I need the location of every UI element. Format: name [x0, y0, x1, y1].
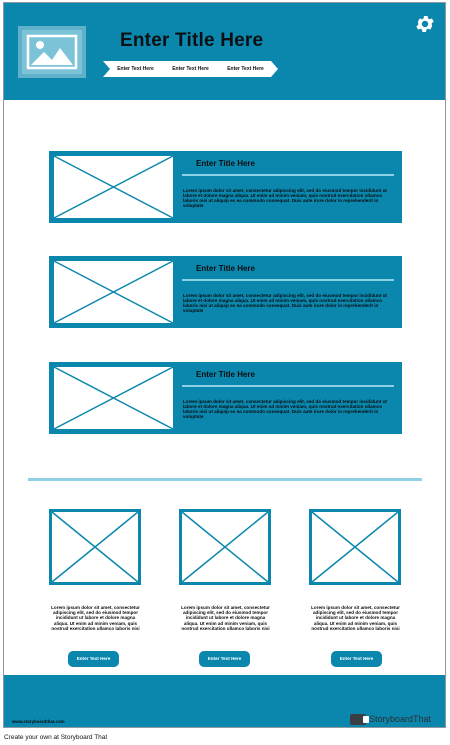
storyboardthat-logo[interactable]: [350, 712, 431, 726]
footer-banner: [4, 675, 445, 727]
column-button-2[interactable]: Enter Text Here: [199, 651, 250, 667]
section-divider: [28, 478, 422, 481]
image-placeholder-icon: [49, 256, 178, 328]
storyboard-logo-icon: [350, 714, 366, 725]
breadcrumb-step-2[interactable]: Enter Text Here: [158, 61, 223, 77]
image-placeholder-icon: [49, 362, 178, 434]
card-text: Lorem ipsum dolor sit amet, consectetur adipiscing elit, sed do eiusmod tempor incididunt ut labore et dolore magna aliqua. Ut enim ad minim veniam, quis nostrud exercitation ullamco laboris nisi ut aliquip ex ea commodo consequat. Duis aute irure dolor in reprehenderit in voluptate: [183, 399, 387, 419]
column-text-3: Lorem ipsum dolor sit amet, consectetur adipiscing elit, sed do eiusmod tempor incididunt ut labore et dolore magna aliqua. Ut enim ad minim veniam, quis nostrud exercitation ullamco laboris nisi: [311, 605, 400, 631]
card-title: Enter Title Here: [196, 370, 255, 379]
image-placeholder-icon: [18, 26, 86, 78]
image-placeholder-icon: [49, 509, 141, 585]
card-divider: [182, 279, 394, 281]
footer-url[interactable]: www.storyboardthat.com: [12, 719, 65, 724]
card-divider: [182, 385, 394, 387]
image-placeholder-icon: [309, 509, 401, 585]
column-text-1: Lorem ipsum dolor sit amet, consectetur adipiscing elit, sed do eiusmod tempor incididunt ut labore et dolore magna aliqua. Ut enim ad minim veniam, quis nostrud exercitation ullamco laboris nisi: [51, 605, 140, 631]
gear-icon[interactable]: [414, 13, 436, 35]
page-title: Enter Title Here: [120, 30, 264, 51]
card-text: Lorem ipsum dolor sit amet, consectetur adipiscing elit, sed do eiusmod tempor incididunt ut labore et dolore magna aliqua. Ut enim ad minim veniam, quis nostrud exercitation ullamco laboris nisi ut aliquip ex ea commodo consequat. Duis aute irure dolor in reprehenderit in voluptate: [183, 293, 387, 313]
column-text-2: Lorem ipsum dolor sit amet, consectetur adipiscing elit, sed do eiusmod tempor incididunt ut labore et dolore magna aliqua. Ut enim ad minim veniam, quis nostrud exercitation ullamco laboris nisi: [181, 605, 270, 631]
content-card-3: [49, 362, 402, 434]
content-card-2: [49, 256, 402, 328]
column-button-3[interactable]: Enter Text Here: [331, 651, 382, 667]
image-placeholder-icon: [49, 151, 178, 223]
header-banner: [4, 3, 445, 100]
card-title: Enter Title Here: [196, 159, 255, 168]
column-button-1[interactable]: Enter Text Here: [68, 651, 119, 667]
breadcrumb-step-1[interactable]: Enter Text Here: [103, 61, 168, 77]
caption-link[interactable]: Create your own at Storyboard That: [4, 734, 108, 741]
content-card-1: [49, 151, 402, 223]
card-text: Lorem ipsum dolor sit amet, consectetur adipiscing elit, sed do eiusmod tempor incididunt ut labore et dolore magna aliqua. Ut enim ad minim veniam, quis nostrud exercitation ullamco laboris nisi ut aliquip ex ea commodo consequat. Duis aute irure dolor in reprehenderit in voluptate: [183, 188, 387, 208]
image-placeholder-icon: [179, 509, 271, 585]
footer-brand: StoryboardThat: [369, 714, 432, 724]
card-divider: [182, 174, 394, 176]
card-title: Enter Title Here: [196, 264, 255, 273]
page-frame: [3, 2, 446, 728]
breadcrumb-step-3[interactable]: Enter Text Here: [213, 61, 278, 77]
